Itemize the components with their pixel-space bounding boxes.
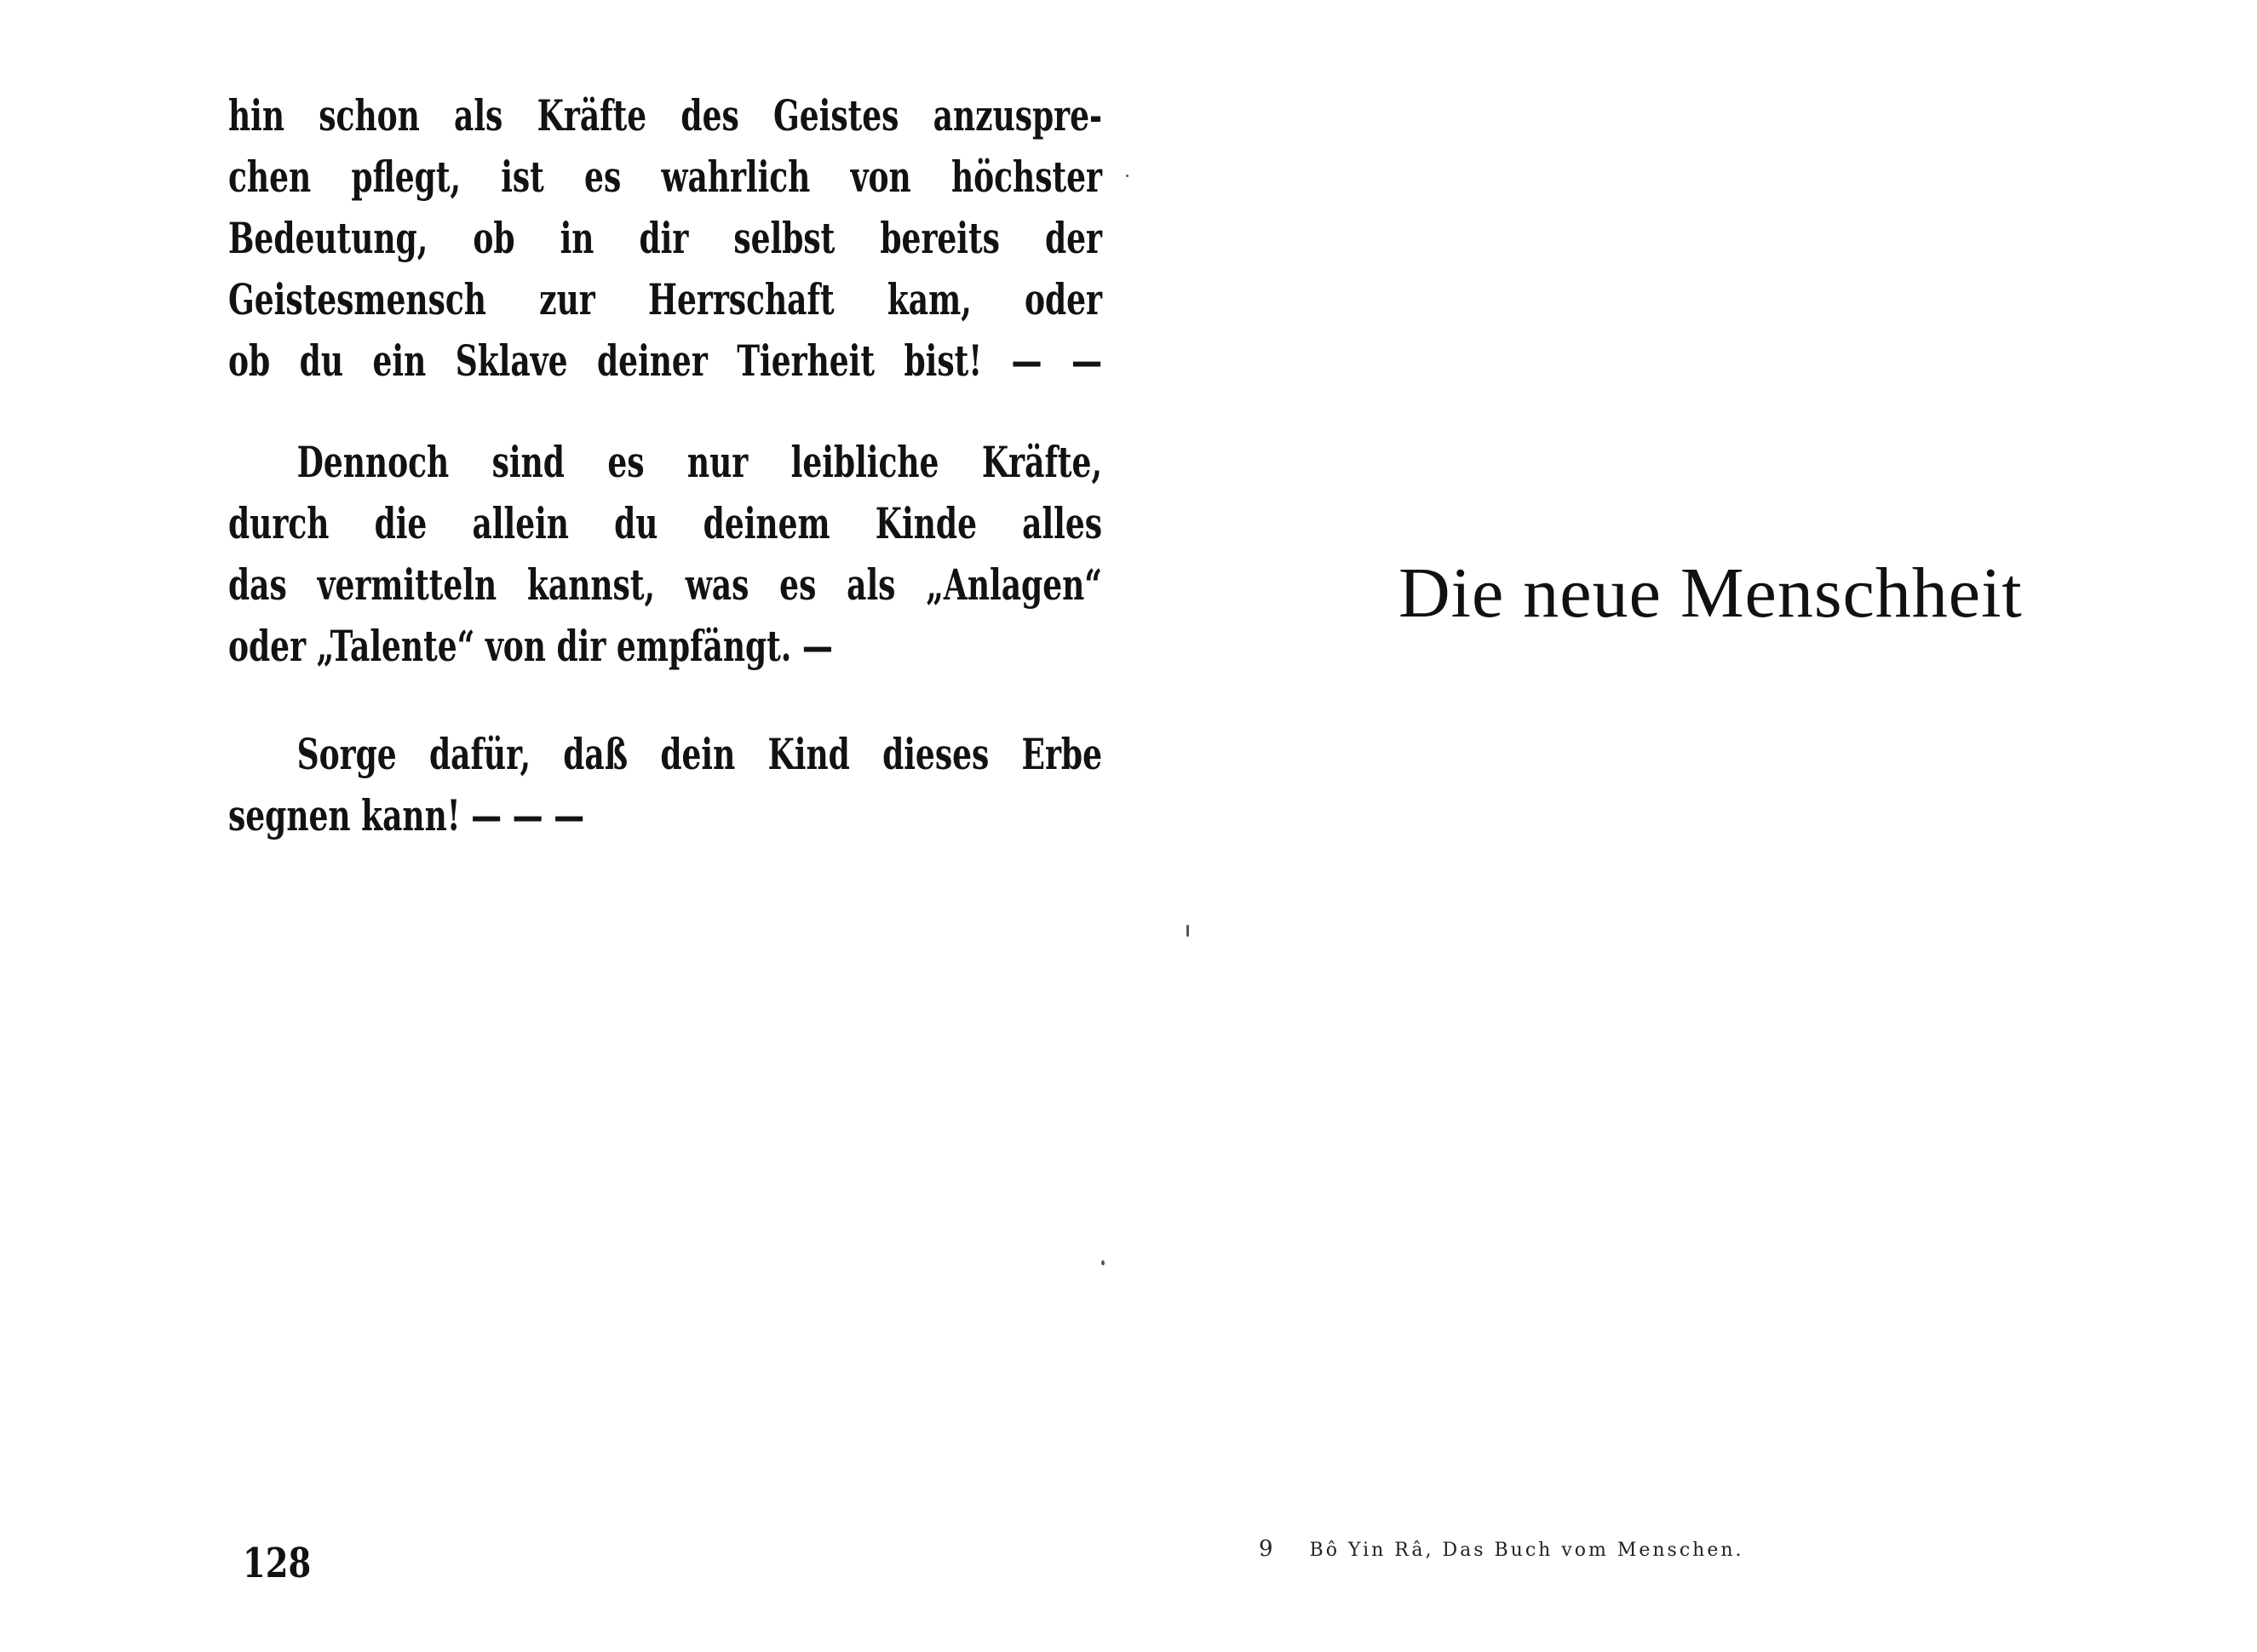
text-line: chen pflegt, ist es wahrlich von höchster xyxy=(228,152,1102,202)
paragraph xyxy=(228,85,1102,392)
text-line: oder „Talente“ von dir empfängt. — xyxy=(228,621,833,671)
paragraph xyxy=(228,724,1102,846)
print-speck xyxy=(1186,925,1189,937)
text-line: segnen kann! — — — xyxy=(228,790,585,840)
printer-signature xyxy=(1259,1536,1744,1562)
text-line: Geistesmensch zur Herrschaft kam, oder xyxy=(228,274,1102,324)
signature-number: 9 xyxy=(1259,1536,1276,1562)
text-line: durch die allein du deinem Kinde alles xyxy=(228,498,1102,548)
text-line: hin schon als Kräfte des Geistes anzuspre- xyxy=(228,90,1102,141)
chapter-title: Die neue Menschheit xyxy=(1398,554,2023,633)
text-line: Dennoch sind es nur leibliche Kräfte, xyxy=(296,437,1102,487)
page-number: 128 xyxy=(243,1540,312,1587)
text-line: Sorge dafür, daß dein Kind dieses Erbe xyxy=(296,729,1102,779)
paragraph xyxy=(228,432,1102,677)
text-line: ob du ein Sklave deiner Tierheit bist! — — xyxy=(228,336,1102,386)
print-speck xyxy=(1101,1260,1105,1265)
left-page xyxy=(0,0,1128,1652)
print-speck xyxy=(1126,175,1128,177)
text-line: Bedeutung, ob in dir selbst bereits der xyxy=(228,213,1102,263)
signature-text: Bô Yin Râ, Das Buch vom Menschen. xyxy=(1309,1540,1744,1561)
text-line: das vermitteln kannst, was es als „Anlagen“ xyxy=(228,559,1102,610)
